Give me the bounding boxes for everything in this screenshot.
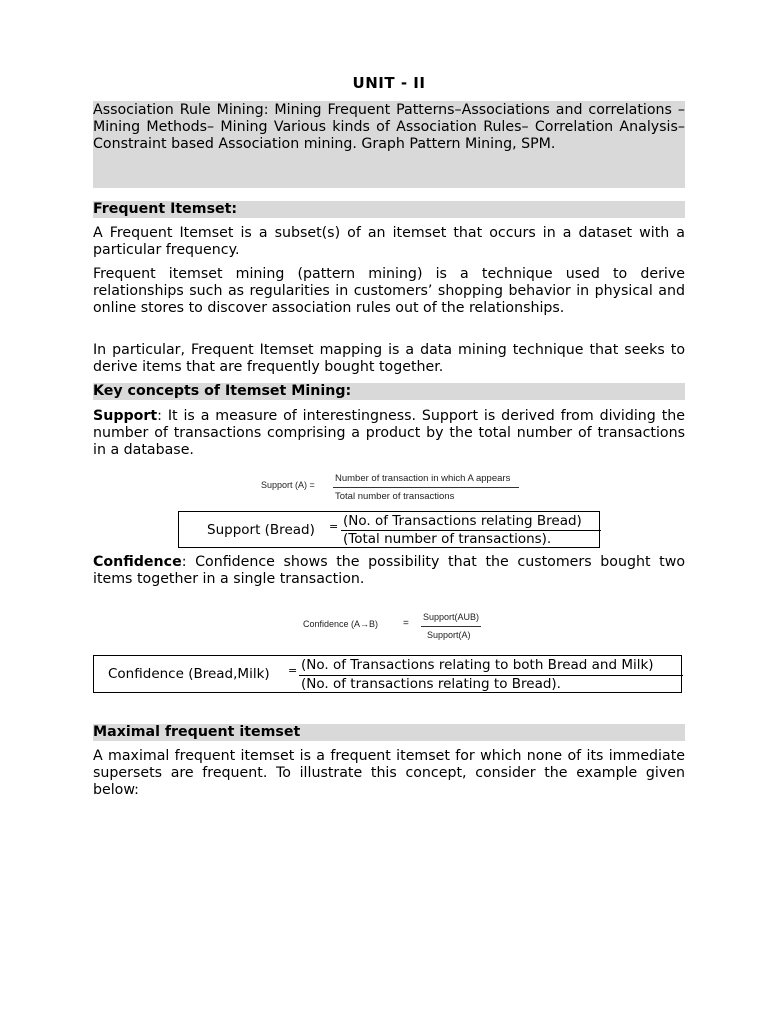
heading-key-concepts: Key concepts of Itemset Mining: [93, 383, 685, 400]
confidence-example-box [93, 655, 682, 693]
confidence-formula-equals: = [403, 618, 409, 629]
paragraph-maximal: A maximal frequent itemset is a frequent itemset for which none of its immediate supersets are frequent. To illustrate this concept, consider the example given below: [93, 748, 685, 798]
support-formula-denominator: Total number of transactions [335, 491, 455, 502]
confidence-definition: : Confidence shows the possibility that the customers bought two items together in a single transaction. [93, 554, 685, 587]
page-title: UNIT - II [352, 74, 426, 92]
support-example-lhs: Support (Bread) [207, 522, 315, 538]
support-definition: : It is a measure of interestingness. Support is derived from dividing the number of transactions comprising a product by the total number of transactions in a database. [93, 408, 685, 458]
paragraph-support [93, 408, 685, 459]
paragraph-confidence [93, 554, 685, 588]
support-formula-bar [333, 487, 519, 488]
confidence-example-denominator: (No. of transactions relating to Bread). [301, 676, 561, 692]
confidence-formula-lhs: Confidence (A→B) [303, 619, 379, 629]
confidence-formula-image [303, 609, 493, 643]
support-formula-numerator: Number of transaction in which A appears [335, 473, 511, 484]
support-formula-image [261, 472, 531, 504]
confidence-example-lhs: Confidence (Bread,Milk) [108, 666, 270, 682]
support-term: Support [93, 408, 158, 424]
unit-abstract: Association Rule Mining: Mining Frequent Patterns–Associations and correlations – Mining Methods– Mining Various kinds of Association Rules– Correlation Analysis– Constraint based Association mining. Graph Pattern Mining, SPM. [93, 101, 685, 188]
support-formula-lhs: Support (A) = [261, 480, 315, 490]
support-example-equals: = [329, 520, 339, 533]
confidence-formula-numerator: Support(AUB) [423, 612, 480, 622]
confidence-formula-denominator: Support(A) [427, 630, 471, 640]
confidence-example-numerator: (No. of Transactions relating to both Bread and Milk) [301, 657, 654, 673]
heading-frequent-itemset: Frequent Itemset: [93, 201, 685, 218]
paragraph-frequent-mapping: In particular, Frequent Itemset mapping is a data mining technique that seeks to derive items that are frequently bought together. [93, 342, 685, 375]
support-example-denominator: (Total number of transactions). [343, 531, 552, 547]
confidence-formula-bar [421, 626, 481, 627]
heading-maximal-frequent: Maximal frequent itemset [93, 724, 685, 741]
support-example-box [178, 511, 600, 548]
paragraph-frequent-mining: Frequent itemset mining (pattern mining) is a technique used to derive relationships such as regularities in customers’ shopping behavior in physical and online stores to discover association rules out of the relationships. [93, 266, 685, 316]
paragraph-frequent-definition: A Frequent Itemset is a subset(s) of an itemset that occurs in a dataset with a particular frequency. [93, 225, 685, 258]
support-example-numerator: (No. of Transactions relating Bread) [343, 513, 582, 529]
confidence-term: Confidence [93, 554, 182, 570]
confidence-example-equals: = [288, 664, 298, 677]
